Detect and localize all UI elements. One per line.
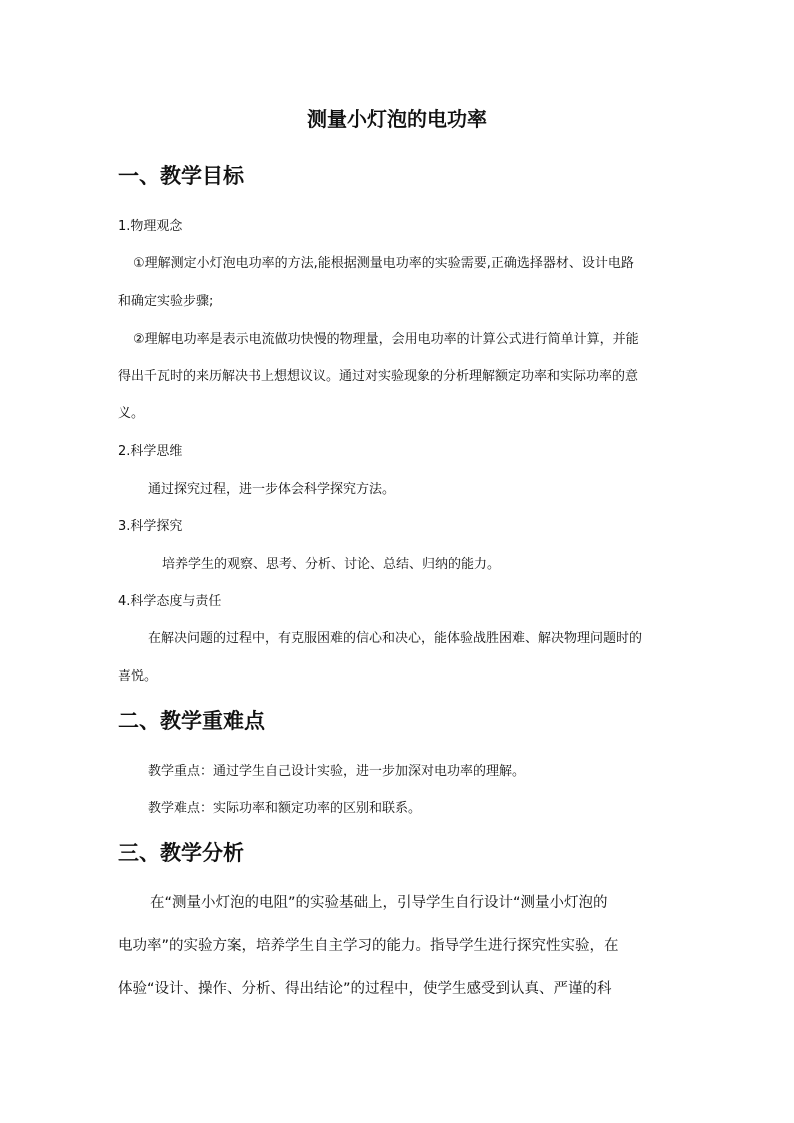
paragraph-line: 通过探究过程，进一步体会科学探究方法。: [148, 482, 396, 497]
paragraph-line: 教学难点：实际功率和额定功率的区别和联系。: [148, 801, 422, 816]
paragraph-line: ①理解测定小灯泡电功率的方法,能根据测量电功率的实验需要,正确选择器材、设计电路: [133, 256, 634, 271]
paragraph-line: 体验“设计、操作、分析、得出结论”的过程中，使学生感受到认真、严谨的科: [118, 981, 612, 997]
paragraph-line: 义。: [118, 406, 145, 421]
page-title: 测量小灯泡的电功率: [307, 107, 487, 131]
subheading-scientific-inquiry: 3.科学探究: [118, 519, 183, 534]
paragraph-line: 教学重点：通过学生自己设计实验，进一步加深对电功率的理解。: [148, 764, 526, 779]
section-heading-analysis: 三、教学分析: [118, 841, 244, 865]
paragraph-line: 在解决问题的过程中，有克服困难的信心和决心，能体验战胜困难、解决物理问题时的: [148, 631, 643, 646]
section-heading-objectives: 一、教学目标: [118, 164, 244, 188]
paragraph-line: 得出千瓦时的来历解决书上想想议议。通过对实验现象的分析理解额定功率和实际功率的意: [118, 369, 639, 384]
paragraph-line: 电功率”的实验方案，培养学生自主学习的能力。指导学生进行探究性实验，在: [118, 938, 619, 954]
paragraph-line: 在“测量小灯泡的电阻”的实验基础上，引导学生自行设计“测量小灯泡的: [150, 895, 608, 911]
subheading-attitude-responsibility: 4.科学态度与责任: [118, 594, 222, 609]
subheading-scientific-thinking: 2.科学思维: [118, 444, 183, 459]
section-heading-key-points: 二、教学重难点: [118, 709, 265, 733]
subheading-physics-concept: 1.物理观念: [118, 219, 183, 234]
paragraph-line: 培养学生的观察、思考、分析、讨论、总结、归纳的能力。: [162, 557, 501, 572]
paragraph-line: ②理解电功率是表示电流做功快慢的物理量，会用电功率的计算公式进行简单计算，并能: [133, 332, 639, 347]
paragraph-line: 喜悦。: [118, 669, 158, 684]
paragraph-line: 和确定实验步骤;: [118, 294, 214, 309]
